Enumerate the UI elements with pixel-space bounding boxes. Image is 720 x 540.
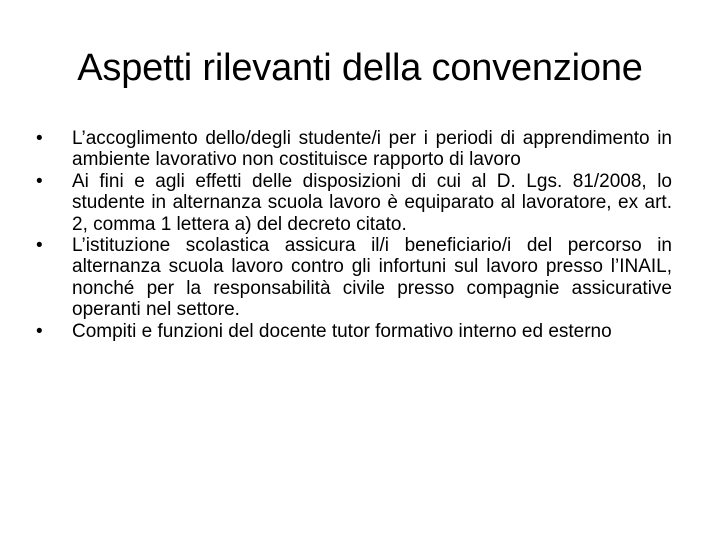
bullet-item: [36, 128, 672, 171]
bullet-text: Compiti e funzioni del docente tutor formativo interno ed esterno: [72, 320, 612, 342]
bullet-dot-icon: •: [36, 128, 43, 149]
bullet-item: [36, 321, 672, 342]
bullet-text: L’accoglimento dello/degli studente/i per i periodi di apprendimento in ambiente lavorativo non costituisce rapporto di lavoro: [72, 128, 672, 171]
bullet-item: [36, 171, 672, 235]
bullet-dot-icon: •: [36, 235, 43, 257]
bullet-dot-icon: •: [36, 320, 43, 342]
bullet-item: [36, 235, 672, 321]
slide-title: Aspetti rilevanti della convenzione: [77, 47, 643, 89]
bullet-dot-icon: •: [36, 170, 43, 192]
bullet-text: L’istituzione scolastica assicura il/i beneficiario/i del percorso in alternanza scuola lavoro contro gli infortuni sul lavoro presso l’INAIL, nonché per la responsabilità civile presso compagnie assicurative operanti nel settore.: [72, 235, 672, 321]
bullet-list: [36, 128, 672, 342]
bullet-text: Ai fini e agli effetti delle disposizioni di cui al D. Lgs. 81/2008, lo studente in alternanza scuola lavoro è equiparato al lavoratore, ex art. 2, comma 1 lettera a) del decreto citato.: [72, 170, 672, 235]
